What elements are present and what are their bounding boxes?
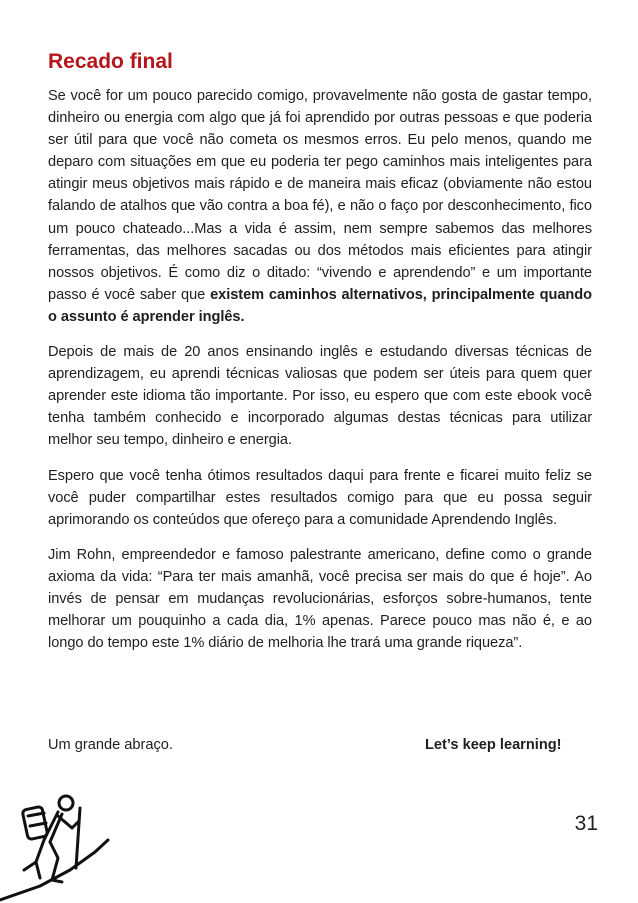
page-number: 31 (574, 812, 598, 835)
paragraph-quote: Jim Rohn, empreendedor e famoso palestrante americano, define como o grande axioma da vida: “Para ter mais amanhã, você precisa ser mais do que é hoje”. Ao invés de pensar em mudanças revolucionárias, esforços sobre-humanos, tente melhorar um pouquinho a cada dia, 1% apenas. Parece pouco mas não é, e ao longo do tempo este 1% diário de melhoria lhe trará uma grande riqueza”. (48, 546, 592, 652)
hiker-climbing-icon (0, 790, 120, 903)
body-text (48, 85, 592, 667)
paragraph-experience: Depois de mais de 20 anos ensinando inglês e estudando diversas técnicas de aprendizagem, eu aprendi técnicas valiosas que podem ser úteis para quem quer aprender este idioma tão importante. Por isso, eu espero que com este ebook você tenha também conhecido e incorporado algumas destas técnicas para utilizar melhor seu tempo, dinheiro e energia. (48, 344, 592, 449)
paragraph-intro-emphasis: existem caminhos alternativos, principalmente quando o assunto é aprender inglês. (48, 286, 592, 325)
paragraph-intro (48, 85, 592, 328)
section-heading: Recado final (48, 50, 173, 73)
closing-greeting: Um grande abraço. (48, 737, 173, 753)
paragraph-hope: Espero que você tenha ótimos resultados daqui para frente e ficarei muito feliz se você puder compartilhar estes resultados comigo para que eu possa seguir aprimorando os conteúdos que ofereço para a comunidade Aprendendo Inglês. (48, 467, 592, 528)
closing-motto: Let’s keep learning! (425, 737, 562, 753)
paragraph-intro-text: Se você for um pouco parecido comigo, provavelmente não gosta de gastar tempo, dinheiro ou energia com algo que já foi aprendido por outras pessoas e que poderia ser útil para que você não cometa os mesmos erros. Eu pelo menos, quando me deparo com situações em que eu poderia ter pego caminhos mais inteligentes para atingir meus objetivos mais rápido e de maneira mais eficaz (obviamente não estou falando de atalhos que vão contra a boa fé), e não o faço por desconhecimento, fico um pouco chateado...Mas a vida é assim, nem sempre sabemos das melhores ferramentas, das melhores sacadas ou dos métodos mais eficientes para atingir nossos objetivos. É como diz o ditado: “vivendo e aprendendo” e um importante passo é você saber que (48, 88, 592, 303)
closing-line (48, 737, 592, 761)
